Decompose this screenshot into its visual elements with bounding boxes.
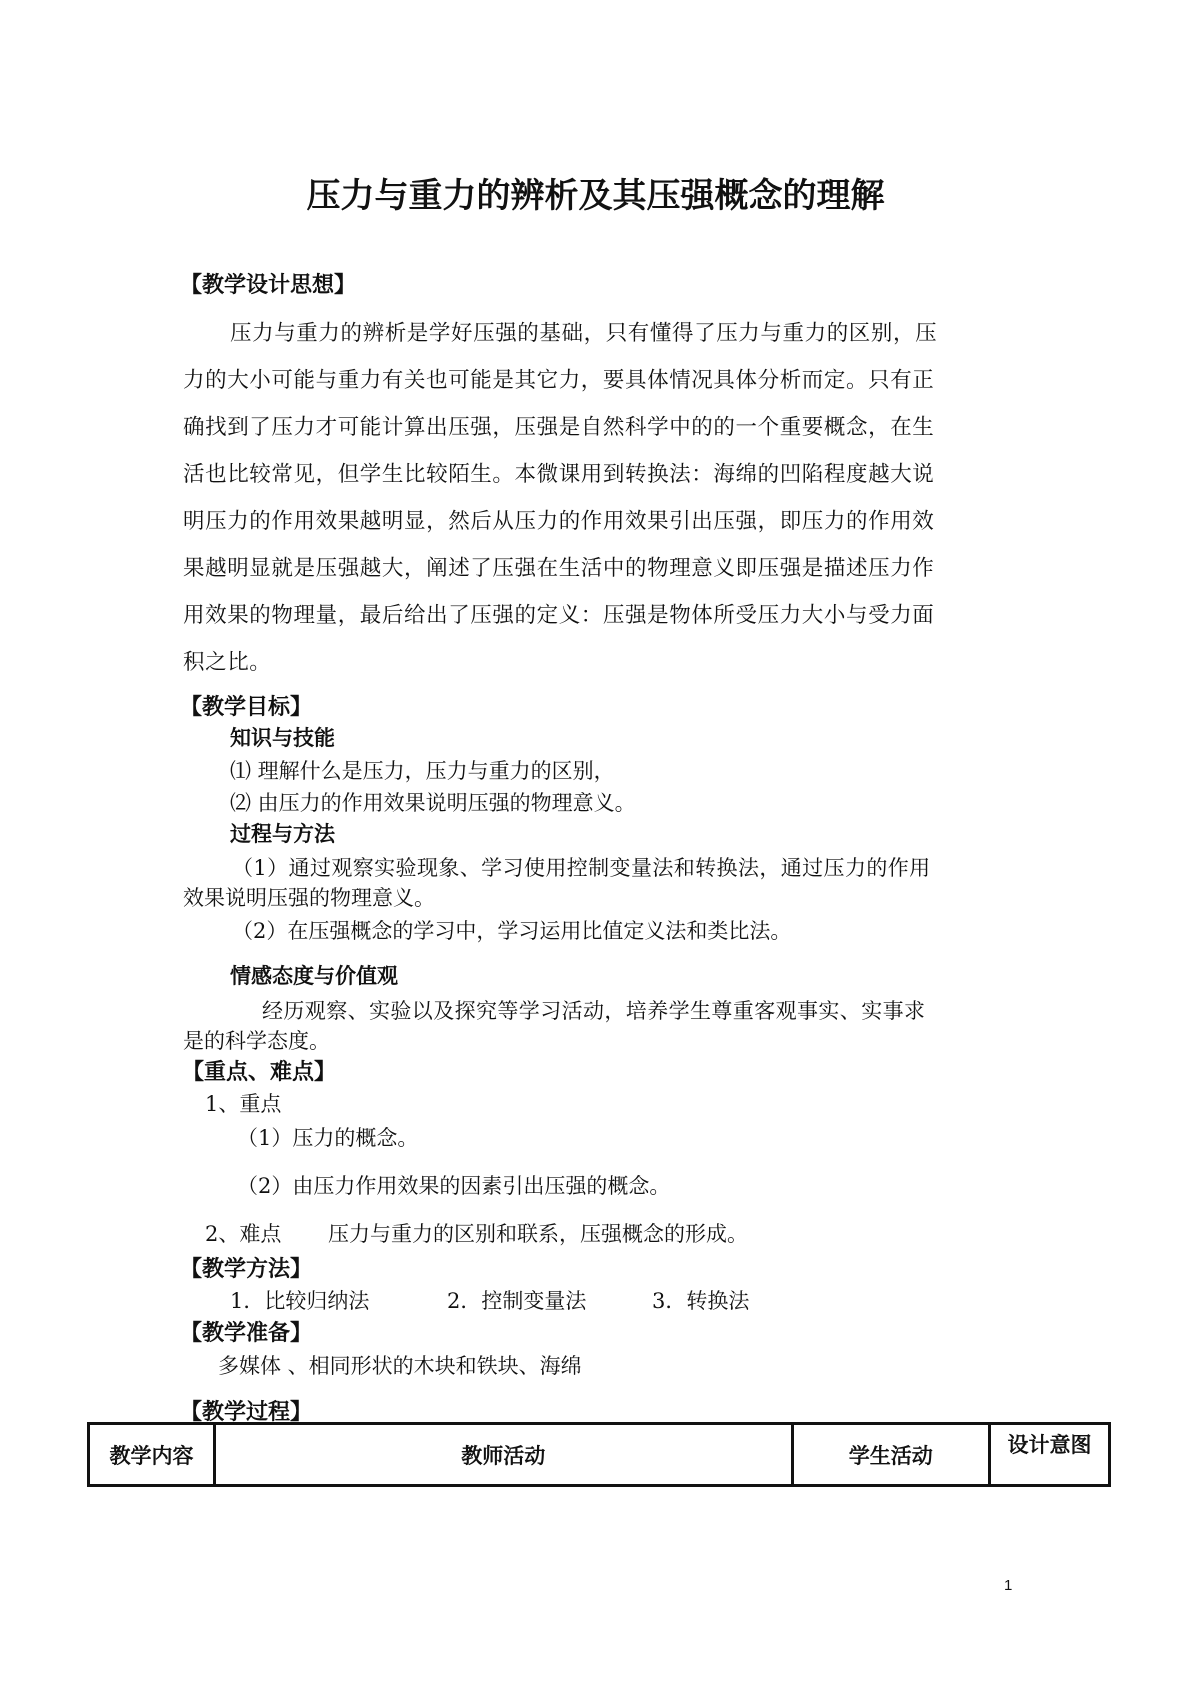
paragraph-line: 积之比。: [183, 650, 272, 675]
preparation-text: 多媒体 、相同形状的木块和铁块、海绵: [218, 1354, 582, 1378]
design-thought-heading: 【教学设计思想】: [180, 273, 357, 298]
objectives-heading: 【教学目标】: [180, 695, 313, 720]
paragraph-line: 压力与重力的辨析是学好压强的基础，只有懂得了压力与重力的区别，压: [230, 321, 938, 346]
emotion-text-continued: 是的科学态度。: [183, 1029, 330, 1053]
emotion-text: 经历观察、实验以及探究等学习活动，培养学生尊重客观事实、实事求: [262, 999, 926, 1023]
difficulty-label: 2、难点: [205, 1222, 282, 1246]
method-item: 1．比较归纳法: [230, 1289, 370, 1313]
method-item: 2．控制变量法: [447, 1289, 587, 1313]
paragraph-line: 力的大小可能与重力有关也可能是其它力，要具体情况具体分析而定。只有正: [183, 368, 935, 393]
methods-heading: 【教学方法】: [180, 1257, 313, 1282]
process-section-heading: 【教学过程】: [180, 1400, 313, 1425]
emotion-heading: 情感态度与价值观: [230, 964, 398, 988]
column-header: 教师活动: [215, 1424, 793, 1486]
process-item: （1）通过观察实验现象、学习使用控制变量法和转换法，通过压力的作用: [232, 856, 931, 880]
column-header: 设计意图: [989, 1424, 1109, 1486]
process-item: （2）在压强概念的学习中，学习运用比值定义法和类比法。: [232, 919, 792, 943]
process-item-continued: 效果说明压强的物理意义。: [183, 886, 435, 910]
page-title: 压力与重力的辨析及其压强概念的理解: [306, 176, 885, 216]
knowledge-heading: 知识与技能: [230, 726, 335, 750]
knowledge-item: ⑵ 由压力的作用效果说明压强的物理意义。: [230, 791, 636, 815]
difficulty-text: 压力与重力的区别和联系，压强概念的形成。: [328, 1222, 748, 1246]
column-header: 教学内容: [89, 1424, 215, 1486]
paragraph-line: 用效果的物理量，最后给出了压强的定义：压强是物体所受压力大小与受力面: [183, 603, 935, 628]
page-number: 1: [1004, 1577, 1013, 1594]
paragraph-line: 明压力的作用效果越明显，然后从压力的作用效果引出压强，即压力的作用效: [183, 509, 935, 534]
method-item: 3．转换法: [652, 1289, 750, 1313]
paragraph-line: 确找到了压力才可能计算出压强，压强是自然科学中的的一个重要概念，在生: [183, 415, 935, 440]
knowledge-item: ⑴ 理解什么是压力，压力与重力的区别，: [230, 759, 615, 783]
table-header-row: [89, 1424, 1110, 1486]
preparation-heading: 【教学准备】: [180, 1321, 313, 1346]
paragraph-line: 果越明显就是压强越大，阐述了压强在生活中的物理意义即压强是描述压力作: [183, 556, 935, 581]
teaching-process-table: [87, 1422, 1111, 1487]
key-point-item: （2）由压力作用效果的因素引出压强的概念。: [237, 1174, 671, 1198]
paragraph-line: 活也比较常见，但学生比较陌生。本微课用到转换法：海绵的凹陷程度越大说: [183, 462, 935, 487]
column-header: 学生活动: [792, 1424, 989, 1486]
key-point-label: 1、重点: [205, 1092, 282, 1116]
key-point-item: （1）压力的概念。: [237, 1126, 419, 1150]
key-points-heading: 【重点、难点】: [182, 1060, 337, 1085]
process-heading: 过程与方法: [230, 822, 335, 846]
